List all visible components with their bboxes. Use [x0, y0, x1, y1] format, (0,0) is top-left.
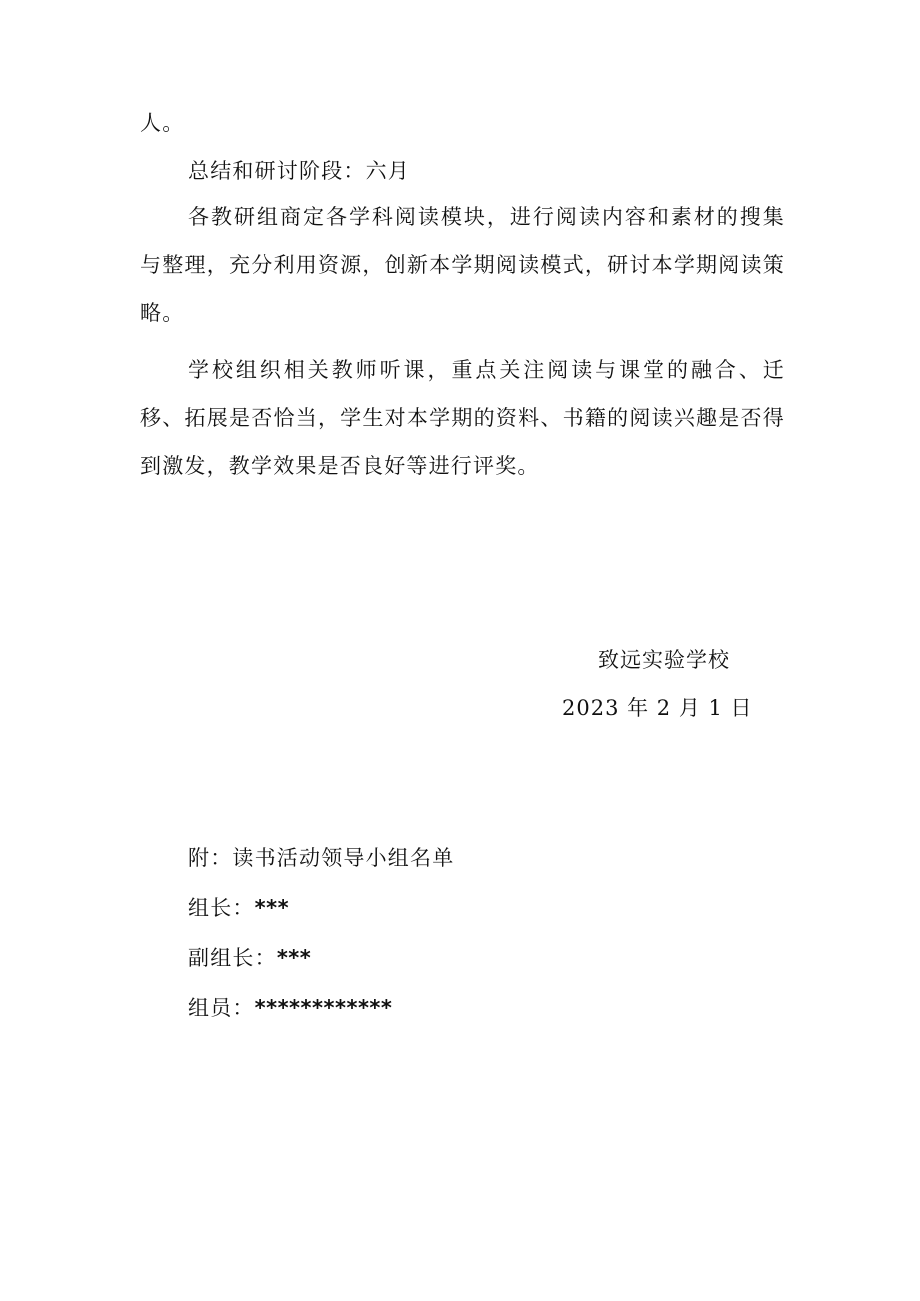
leader-label: 组长：	[188, 896, 255, 920]
deputy-value: ***	[276, 946, 312, 970]
appendix-title: 附：读书活动领导小组名单	[188, 846, 455, 870]
paragraph-2: 学校组织相关教师听课，重点关注阅读与课堂的融合、迁移、拓展是否恰当，学生对本学期的资料、书籍的阅读兴趣是否得到激发，教学效果是否良好等进行评奖。	[140, 358, 785, 478]
members-value: ************	[254, 996, 393, 1020]
deputy-row	[188, 943, 311, 973]
signature-school: 致远实验学校	[598, 648, 730, 672]
line-continuation: 人。	[140, 111, 185, 135]
signature-date: 2023 年 2 月 1 日	[562, 696, 753, 720]
leader-value: ***	[254, 896, 290, 920]
members-label: 组员：	[188, 996, 255, 1020]
paragraph-1: 各教研组商定各学科阅读模块，进行阅读内容和素材的搜集与整理，充分利用资源，创新本学期阅读模式，研讨本学期阅读策略。	[140, 205, 785, 325]
leader-row	[188, 893, 289, 923]
deputy-label: 副组长：	[188, 946, 277, 970]
members-row	[188, 993, 392, 1023]
phase-heading: 总结和研讨阶段：六月	[188, 159, 410, 183]
